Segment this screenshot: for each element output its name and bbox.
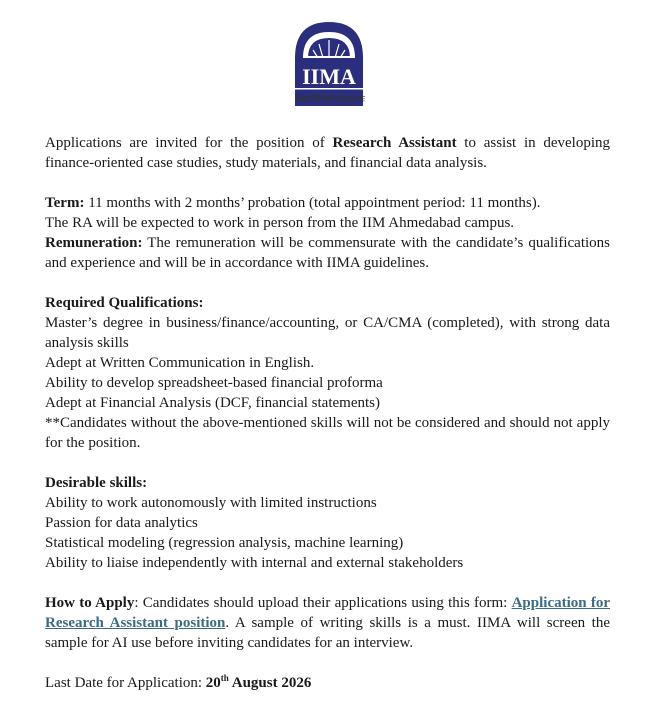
application-form-link[interactable]: Application for Research Assistant position <box>45 595 610 631</box>
job-posting <box>45 133 610 693</box>
logo-tagline: विद्याविनियोगाद्विकासः <box>295 95 365 105</box>
required-item: Adept at Financial Analysis (DCF, financial statements) <box>45 395 380 411</box>
required-note: **Candidates without the above-mentioned skills will not be considered and should not apply for the position. <box>45 415 610 451</box>
required-item: Adept at Written Communication in English. <box>45 355 315 371</box>
how-to-apply: How to Apply: Candidates should upload their applications using this form: Application for Research Assistant position. A sample of writing skills is a must. IIMA will screen the sample for AI use before inviting candidates for an interview. <box>45 595 610 651</box>
required-item: Ability to develop spreadsheet-based financial proforma <box>45 375 383 391</box>
required-item: Master’s degree in business/finance/accounting, or CA/CMA (completed), with strong data analysis skills <box>45 315 610 351</box>
term-line: Term: 11 months with 2 months’ probation (total appointment period: 11 months). <box>45 195 541 211</box>
desirable-item: Passion for data analytics <box>45 515 198 531</box>
intro-paragraph: Applications are invited for the position of Research Assistant to assist in developing finance-oriented case studies, study materials, and financial data analysis. <box>45 135 610 171</box>
desirable-item: Statistical modeling (regression analysis, machine learning) <box>45 535 404 551</box>
position-title: Research Assistant <box>332 135 457 151</box>
campus-line: The RA will be expected to work in person from the IIM Ahmedabad campus. <box>45 215 515 231</box>
remuneration-line: Remuneration: The remuneration will be commensurate with the candidate’s qualifications and experience and will be in accordance with IIMA guidelines. <box>45 235 610 271</box>
logo-text: IIMA <box>302 64 356 89</box>
desirable-item: Ability to liaise independently with internal and external stakeholders <box>45 555 464 571</box>
required-heading: Required Qualifications: <box>45 295 204 311</box>
last-date: Last Date for Application: 20th August 2026 <box>45 673 312 691</box>
desirable-item: Ability to work autonomously with limited instructions <box>45 495 377 511</box>
desirable-heading: Desirable skills: <box>45 475 148 491</box>
